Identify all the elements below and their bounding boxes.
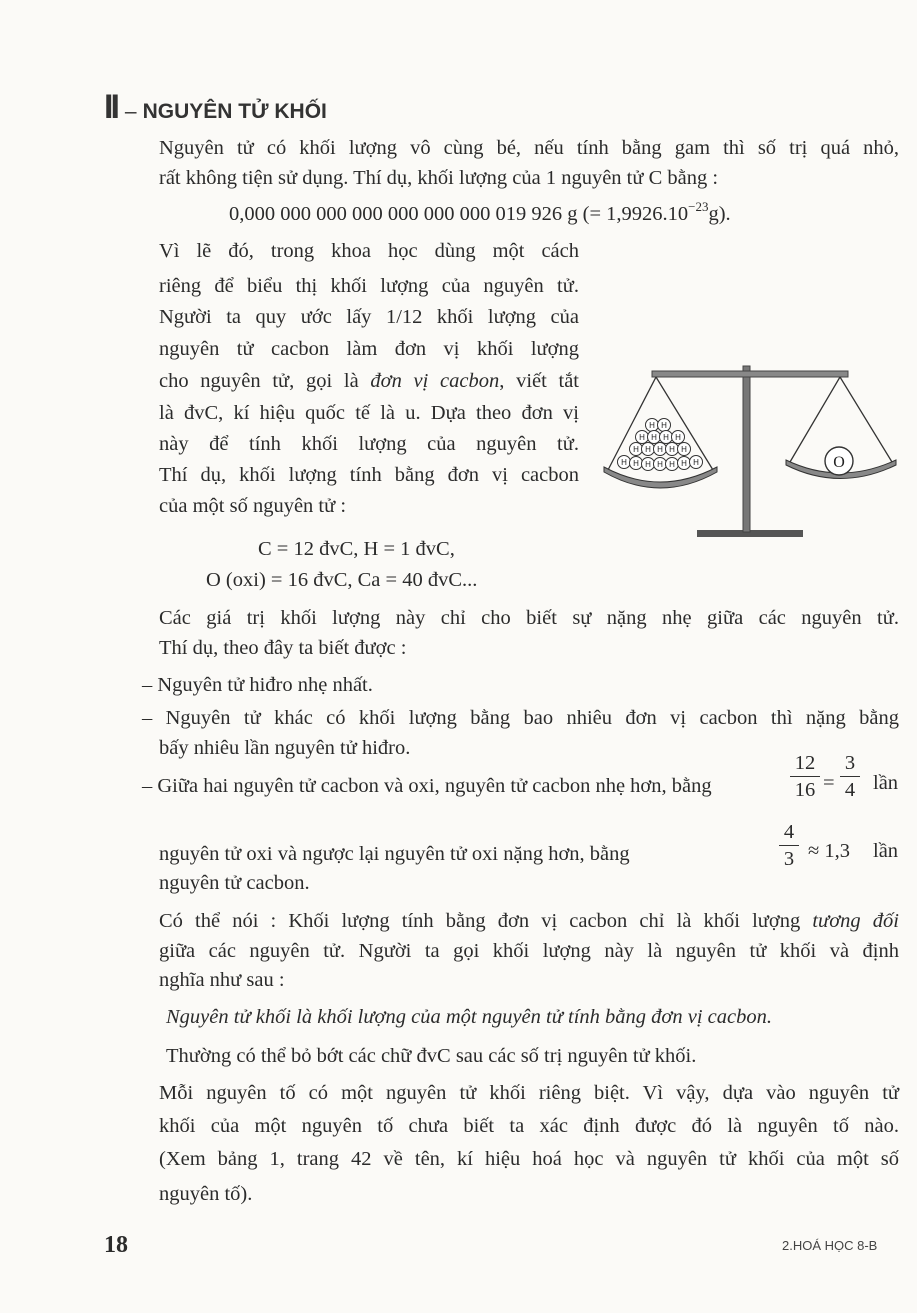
bullet-1: – Nguyên tử hiđro nhẹ nhất.	[142, 674, 373, 696]
term-tuong-doi: tương đối	[812, 910, 899, 932]
bullet-3-line-3: nguyên tử cacbon.	[159, 872, 310, 894]
svg-text:H: H	[669, 445, 675, 454]
bullet-2-line-2: bấy nhiêu lần nguyên tử hiđro.	[159, 737, 411, 759]
hydrogen-atom	[678, 457, 691, 470]
svg-text:H: H	[651, 433, 657, 442]
hydrogen-atom	[642, 443, 655, 456]
book-footer: 2.HOÁ HỌC 8-B	[782, 1238, 878, 1253]
svg-text:H: H	[645, 460, 651, 469]
left-line-6: là đvC, kí hiệu quốc tế là u. Dựa theo đơn vị	[159, 402, 579, 424]
hydrogen-atom	[630, 443, 643, 456]
bullet-2-line-1: – Nguyên tử khác có khối lượng bằng bao nhiêu đơn vị cacbon thì nặng bằng	[142, 707, 899, 729]
term-don-vi-cacbon: đơn vị cacbon	[370, 370, 500, 392]
intro-line-2: rất không tiện sử dụng. Thí dụ, khối lượng của 1 nguyên tử C bằng :	[159, 167, 719, 189]
hydrogen-atom	[648, 431, 661, 444]
l5-pre: cho nguyên tử, gọi là	[159, 370, 371, 392]
p5-line-1: Mỗi nguyên tố có một nguyên tử khối riêng biệt. Vì vậy, dựa vào nguyên tử	[159, 1082, 899, 1104]
lan-word-2: lần	[873, 840, 899, 862]
svg-text:H: H	[693, 458, 699, 467]
hydrogen-atom	[666, 458, 679, 471]
fraction-3-4	[840, 753, 860, 800]
section-heading	[104, 88, 327, 127]
balance-scale-figure	[600, 362, 900, 542]
scale-beam	[652, 371, 848, 377]
intro-line-1: Nguyên tử có khối lượng vô cùng bé, nếu tính bằng gam thì số trị quá nhỏ,	[159, 137, 899, 159]
p5-line-2: khối của một nguyên tố chưa biết ta xác định được đó là nguyên tố nào.	[159, 1115, 899, 1137]
fraction-numerator: 12	[794, 752, 816, 774]
bullet-3-line-1: – Giữa hai nguyên tử cacbon và oxi, nguyên tử cacbon nhẹ hơn, bằng	[142, 775, 712, 797]
left-line-9: của một số nguyên tử :	[159, 495, 347, 517]
left-line-1: Vì lẽ đó, trong khoa học dùng một cách	[159, 240, 579, 262]
svg-text:H: H	[645, 445, 651, 454]
fraction-numerator: 3	[844, 752, 856, 774]
p3-line-1	[159, 907, 899, 935]
oxygen-atom	[825, 447, 853, 475]
svg-text:H: H	[681, 459, 687, 468]
p3-line-3: nghĩa như sau :	[159, 969, 285, 991]
hydrogen-atom	[678, 443, 691, 456]
hydrogen-atom	[618, 456, 631, 469]
hydrogen-atom	[646, 419, 659, 432]
hydrogen-atom	[660, 431, 673, 444]
value-tail: g).	[708, 203, 731, 225]
fraction-denominator: 16	[794, 779, 816, 801]
left-line-4: nguyên tử cacbon làm đơn vị khối lượng	[159, 338, 579, 360]
section-number: II	[104, 88, 117, 126]
left-line-7: này để tính khối lượng của nguyên tử.	[159, 433, 579, 455]
equation-1: C = 12 đvC, H = 1 đvC,	[258, 538, 455, 560]
hydrogen-atom	[666, 443, 679, 456]
hydrogen-atom	[636, 431, 649, 444]
hydrogen-atom	[654, 458, 667, 471]
scale-pole	[743, 366, 750, 532]
equation-2: O (oxi) = 16 đvC, Ca = 40 đvC...	[206, 569, 478, 591]
page-number: 18	[104, 1232, 128, 1258]
p2-line-2: Thí dụ, theo đây ta biết được :	[159, 637, 407, 659]
svg-text:H: H	[639, 433, 645, 442]
hydrogen-atom	[690, 456, 703, 469]
svg-text:H: H	[663, 433, 669, 442]
svg-text:H: H	[633, 445, 639, 454]
hydrogen-atom	[658, 419, 671, 432]
fraction-denominator: 3	[783, 848, 795, 870]
p3-l1-pre: Có thể nói : Khối lượng tính bằng đơn vị cacbon chỉ là khối lượng	[159, 910, 813, 932]
svg-text:H: H	[661, 421, 667, 430]
heading-dash: –	[124, 100, 137, 123]
svg-text:H: H	[657, 460, 663, 469]
equals-sign: =	[823, 772, 835, 794]
section-title: NGUYÊN TỬ KHỐI	[142, 100, 327, 123]
svg-text:H: H	[621, 458, 627, 467]
svg-text:H: H	[681, 445, 687, 454]
fraction-12-16	[790, 753, 820, 800]
svg-text:H: H	[649, 421, 655, 430]
approx-value: ≈ 1,3	[808, 840, 851, 862]
left-line-8: Thí dụ, khối lượng tính bằng đơn vị cacbon	[159, 464, 579, 486]
left-line-3: Người ta quy ước lấy 1/12 khối lượng của	[159, 306, 579, 328]
definition: Nguyên tử khối là khối lượng của một nguyên tử tính bằng đơn vị cacbon.	[166, 1006, 772, 1028]
p3-line-2: giữa các nguyên tử. Người ta gọi khối lượng này là nguyên tử khối và định	[159, 940, 899, 962]
left-line-5	[159, 367, 579, 395]
p5-line-3: (Xem bảng 1, trang 42 về tên, kí hiệu hoá học và nguyên tử khối của một số	[159, 1148, 899, 1170]
left-line-2: riêng để biểu thị khối lượng của nguyên tử.	[159, 275, 579, 297]
l5-post: , viết tắt	[499, 370, 579, 392]
p2-line-1: Các giá trị khối lượng này chỉ cho biết sự nặng nhẹ giữa các nguyên tử.	[159, 607, 899, 629]
svg-text:H: H	[657, 445, 663, 454]
p4-line: Thường có thể bỏ bớt các chữ đvC sau các số trị nguyên tử khối.	[166, 1045, 697, 1067]
svg-text:H: H	[669, 460, 675, 469]
fraction-4-3	[779, 822, 799, 869]
hydrogen-atom	[672, 431, 685, 444]
p5-line-4: nguyên tố).	[159, 1183, 253, 1205]
hydrogen-atom	[630, 457, 643, 470]
value-exponent: −23	[688, 199, 709, 214]
hydrogen-atom	[642, 458, 655, 471]
fraction-denominator: 4	[844, 779, 856, 801]
lan-word: lần	[873, 772, 899, 794]
bullet-3-line-2: nguyên tử oxi và ngược lại nguyên tử oxi nặng hơn, bằng	[159, 843, 630, 865]
svg-text:O: O	[833, 454, 845, 471]
hydrogen-atom	[654, 443, 667, 456]
carbon-mass-value	[229, 200, 731, 228]
value-main: 0,000 000 000 000 000 000 000 019 926 g (= 1,9926.10	[229, 203, 689, 225]
svg-text:H: H	[633, 459, 639, 468]
svg-text:H: H	[675, 433, 681, 442]
fraction-numerator: 4	[783, 821, 795, 843]
